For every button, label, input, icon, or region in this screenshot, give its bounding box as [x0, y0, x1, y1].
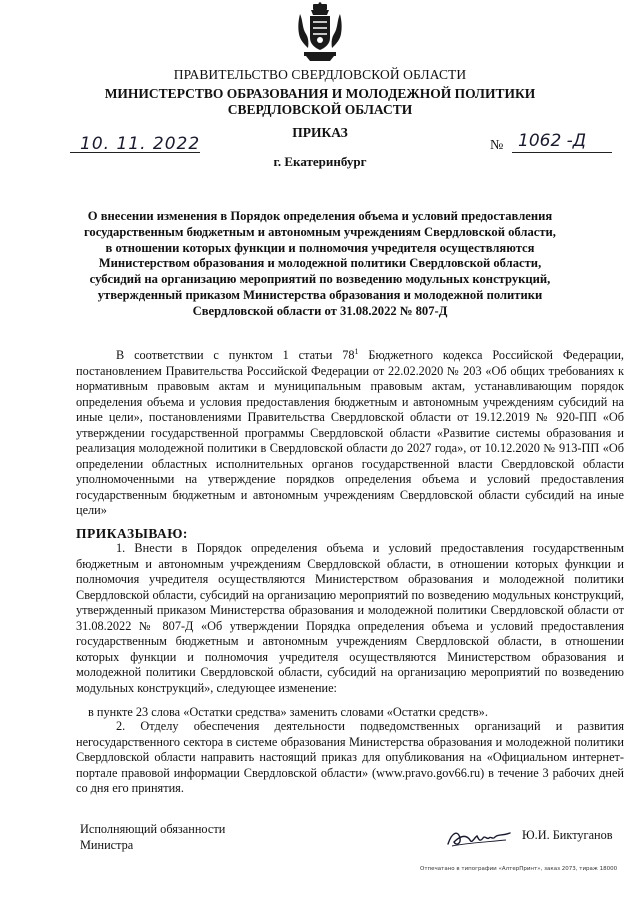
- signatory-role-line1: Исполняющий обязанности: [80, 822, 226, 836]
- title-line: О внесении изменения в Порядок определения объема и условий предоставления: [87, 209, 553, 223]
- signatory-role: [80, 822, 225, 853]
- signatory-role-line2: Министра: [80, 837, 134, 852]
- article-superscript: 1: [354, 347, 359, 356]
- title-line: Свердловской области от 31.08.2022 № 807-Д: [192, 303, 448, 318]
- ministry-name-line1: МИНИСТЕРСТВО ОБРАЗОВАНИЯ И МОЛОДЕЖНОЙ ПОЛИТИКИ: [104, 86, 536, 101]
- item-1-paragraph: 1. Внести в Порядок определения объема и условий предоставления государственным бюджетным и автономным учреждениям Свердловской области, в отношении которых функции и полномочия учредителя осуществляются Министерством образования и молодежной политики Свердловской области, субсидий на организацию мероприятий по возведению модульных конструкций, утвержденный приказом Министерства образования и молодежной политики Свердловской области от 31.08.2022 № 807-Д «Об утверждении Порядка определения объема и условий предоставления государственным бюджетным и автономным учреждениям Свердловской области, в отношении которых функции и полномочия учредителя осуществляются Министерством образования и молодежной политики Свердловской области, субсидий на организацию мероприятий по возведению модульных конструкций», следующее изменение:: [76, 541, 624, 695]
- preamble-paragraph: [76, 344, 624, 519]
- ministry-name-line2: СВЕРДЛОВСКОЙ ОБЛАСТИ: [227, 102, 413, 117]
- document-type: ПРИКАЗ: [292, 125, 348, 140]
- title-line: утвержденный приказом Министерства образования и молодежной политики: [97, 287, 543, 302]
- city: г. Екатеринбург: [273, 154, 367, 169]
- order-title: [70, 209, 570, 320]
- order-word: ПРИКАЗЫВАЮ:: [76, 526, 188, 541]
- number-underline: [512, 152, 612, 153]
- ministry-name: [0, 86, 640, 118]
- title-line: Министерством образования и молодежной политики Свердловской области,: [98, 256, 542, 271]
- title-line: государственным бюджетным и автономным учреждениям Свердловской области,: [84, 224, 556, 239]
- signatory-name: Ю.И. Биктуганов: [522, 828, 613, 842]
- preamble-text-b: Бюджетного кодекса Российской Федерации, постановлением Правительства Российской Федерации от 22.02.2020 № 203 «Об общих требованиях к нормативным правовым актам и муниципальным правовым актам, устанавливающим порядок определения объема и условия предоставления бюджетным и автономным учреждениям субсидий на иные цели», постановлениями Правительства Свердловской области от 19.12.2019 № 920-ПП «Об утверждении государственной программы Свердловской области «Развитие системы образования и реализация молодежной политики в Свердловской области до 2027 года», от 10.12.2020 № 913-ПП «Об определении областных исполнительных органов государственной власти Свердловской области уполномоченными на утверждение порядков определения объема и условий предоставления государственным бюджетным и автономным учреждениям Свердловской области субсидий на иные цели»: [76, 348, 624, 518]
- order-date: 10. 11. 2022: [80, 134, 201, 154]
- title-line: субсидий на организацию мероприятий по возведению модульных конструкций,: [89, 272, 551, 287]
- date-underline: [70, 152, 200, 153]
- government-name: ПРАВИТЕЛЬСТВО СВЕРДЛОВСКОЙ ОБЛАСТИ: [173, 67, 467, 82]
- sverdlovsk-coat-of-arms-icon: [296, 2, 344, 62]
- item-1-change: в пункте 23 слова «Остатки средства» заменить словами «Остатки средств».: [88, 705, 488, 719]
- title-line: в отношении которых функции и полномочия учредителя осуществляются: [105, 240, 535, 255]
- order-number: 1062 -Д: [518, 131, 587, 151]
- handwritten-signature: [446, 826, 512, 850]
- number-sign: №: [490, 138, 504, 153]
- preamble-text-a: В соответствии с пунктом 1 статьи 78: [116, 348, 355, 363]
- print-note: Отпечатано в типографии «АлтерПринт», заказ 2073, тираж 18000: [420, 866, 618, 872]
- item-2-paragraph: 2. Отделу обеспечения деятельности подведомственных организаций и развития негосударственного сектора в системе образования Министерства образования и молодежной политики Свердловской области направить настоящий приказ для опубликования на «Официальном интернет-портале правовой информации Свердловской области» (www.pravo.gov66.ru) в течение 3 рабочих дней со дня его принятия.: [76, 719, 624, 795]
